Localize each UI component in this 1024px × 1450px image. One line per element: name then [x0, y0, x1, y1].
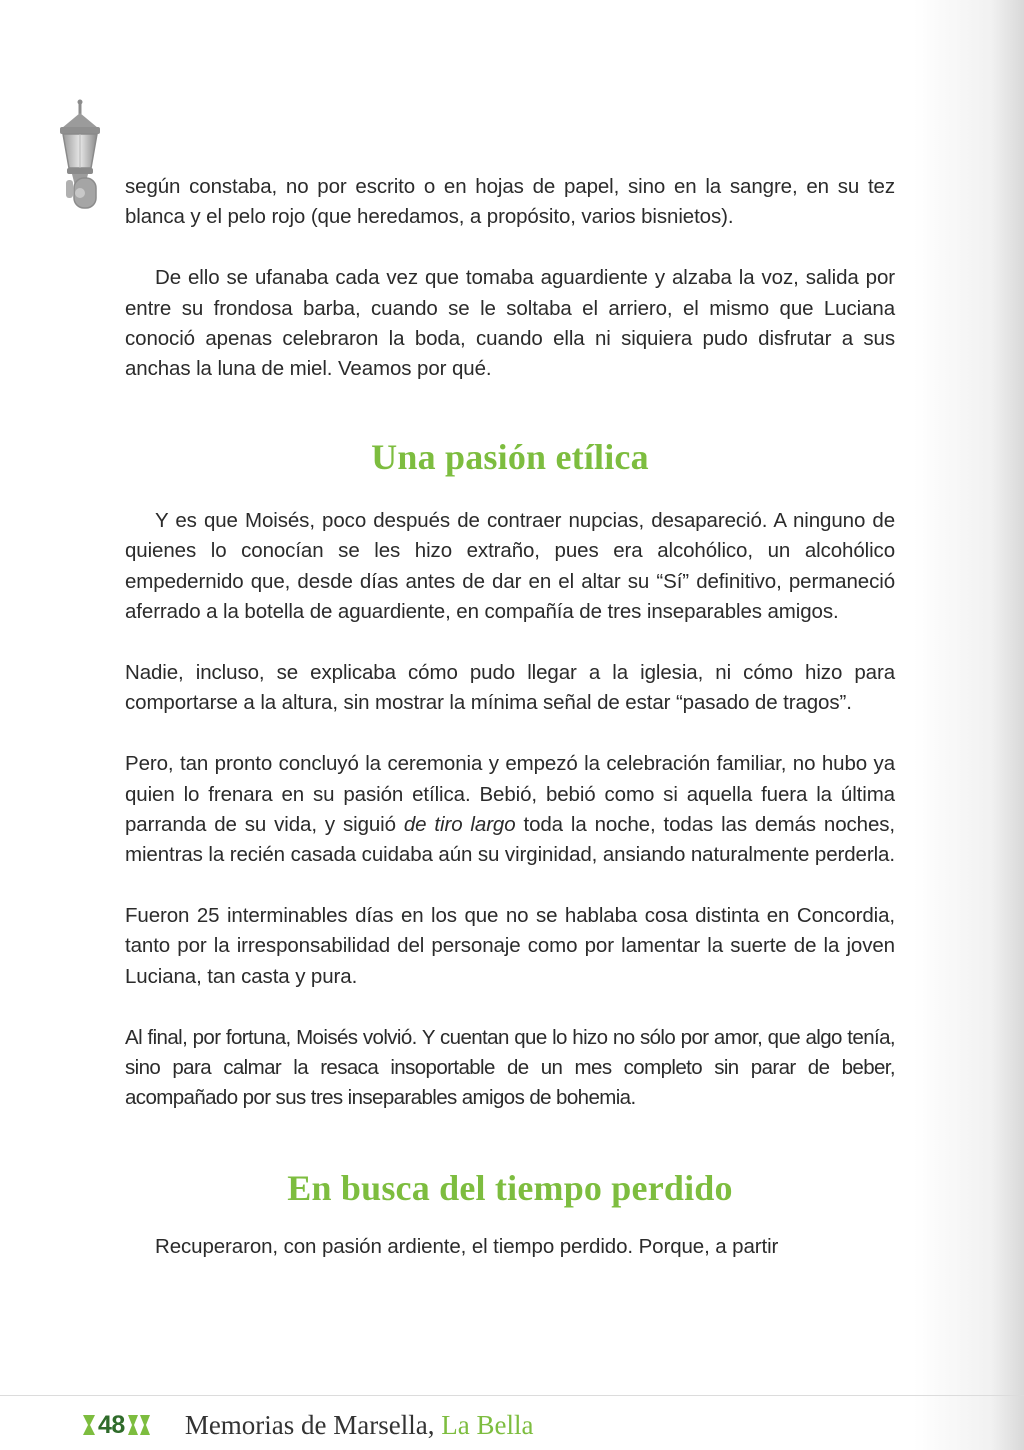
book-title: Memorias de Marsella, — [184, 1409, 435, 1440]
page-body — [125, 172, 895, 1263]
hourglass-marker-icon — [82, 1414, 96, 1436]
page-number-block — [82, 1411, 151, 1440]
paragraph-text: toda la noche, todas las demás noches, mientras la recién casada cuidaba aún su virginidad, ansiando naturalmente perderla. — [125, 812, 895, 867]
book-subtitle: La Bella — [441, 1409, 534, 1440]
paragraph: Al final, por fortuna, Moisés volvió. Y cuentan que lo hizo no sólo por amor, que algo tenía, sino para calmar la resaca insoportable de un mes completo sin parar de beber, acompañado por sus tres inseparables amigos de bohemia. — [125, 1025, 895, 1110]
paragraph — [125, 749, 895, 870]
paragraph: Nadie, incluso, se explicaba cómo pudo llegar a la iglesia, ni cómo hizo para comportarse a la altura, sin mostrar la mínima señal de estar “pasado de tragos”. — [125, 661, 895, 715]
italic-phrase: de tiro largo — [403, 812, 516, 836]
page-number: 48 — [98, 1410, 125, 1439]
paragraph: según constaba, no por escrito o en hojas de papel, sino en la sangre, en su tez blanca y el pelo rojo (que heredamos, a propósito, varios bisnietos). — [125, 175, 895, 229]
paragraph: Fueron 25 interminables días en los que no se hablaba cosa distinta en Concordia, tanto por la irresponsabilidad del personaje como por lamentar la suerte de la joven Luciana, tan casta y pura. — [125, 904, 895, 988]
hourglass-marker-icon — [127, 1414, 151, 1436]
paragraph: Y es que Moisés, poco después de contraer nupcias, desapareció. A ninguno de quienes lo conocían se les hizo extraño, pues era alcohólico, un alcohólico empedernido que, desde días antes de dar en el altar su “Sí” definitivo, permaneció aferrado a la botella de aguardiente, en compañía de tres inseparables amigos. — [125, 509, 895, 623]
section-heading: En busca del tiempo perdido — [287, 1168, 733, 1209]
footer-divider — [0, 1395, 1024, 1396]
page-footer — [82, 1405, 533, 1445]
page-edge-shadow — [914, 0, 1024, 1450]
section-heading: Una pasión etílica — [371, 437, 649, 478]
paragraph: De ello se ufanaba cada vez que tomaba aguardiente y alzaba la voz, salida por entre su frondosa barba, cuando se le soltaba el arriero, el mismo que Luciana conoció apenas celebraron la boda, cuando ella ni siquiera pudo disfrutar a sus anchas la luna de miel. Veamos por qué. — [125, 266, 895, 381]
paragraph: Recuperaron, con pasión ardiente, el tiempo perdido. Porque, a partir — [155, 1235, 779, 1259]
paragraph-text: Pero, tan pronto concluyó la ceremonia y empezó la celebración familiar, no hubo ya quien lo frenara en su pasión etílica. Bebió, bebió como si aquella fuera la última parranda de su vida, y siguió — [125, 752, 895, 836]
running-title — [185, 1410, 534, 1441]
street-lamp-icon — [52, 98, 108, 216]
